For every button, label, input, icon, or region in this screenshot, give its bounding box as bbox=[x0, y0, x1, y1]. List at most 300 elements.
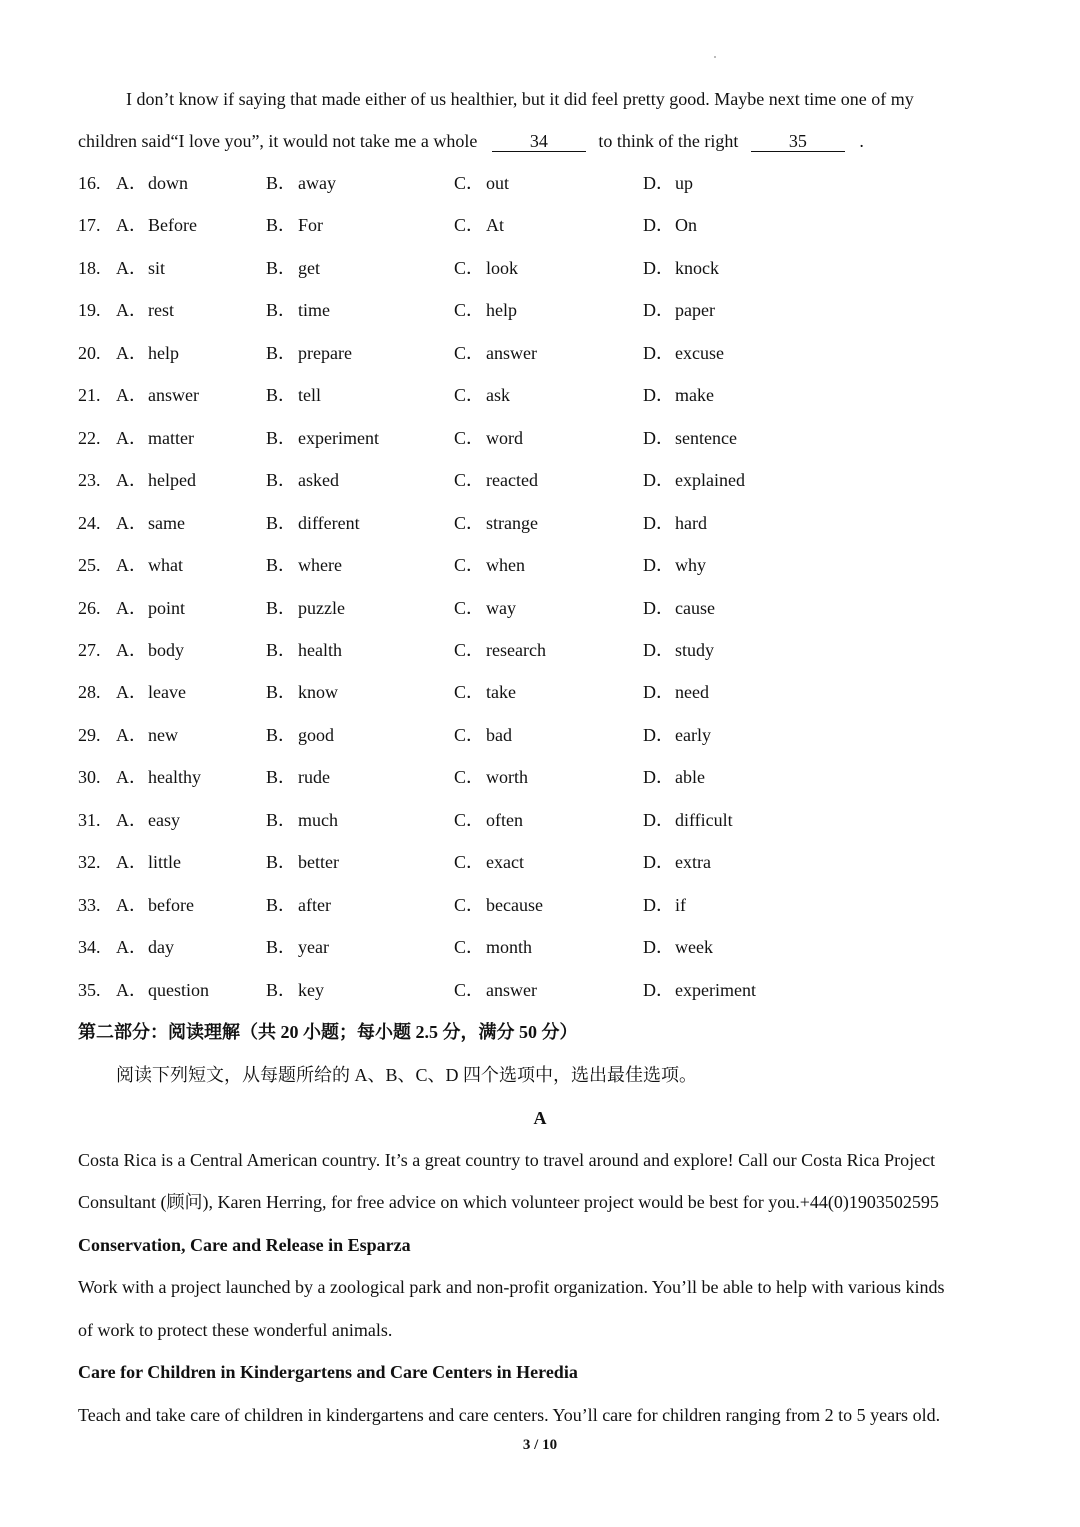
option-b bbox=[266, 935, 329, 959]
question-number: 20. bbox=[78, 342, 101, 363]
option-label: A． bbox=[116, 215, 147, 236]
question-row bbox=[78, 213, 978, 237]
option-c bbox=[454, 935, 532, 959]
passage-p1-line2: Consultant (顾问), Karen Herring, for free advice on which volunteer project would be best for you.+44(0)1903502595 bbox=[78, 1192, 939, 1212]
option-a bbox=[116, 383, 199, 407]
option-a bbox=[116, 298, 174, 322]
option-label: D． bbox=[643, 809, 674, 830]
option-label: B． bbox=[266, 767, 297, 788]
option-d bbox=[643, 808, 733, 832]
option-text: For bbox=[298, 215, 324, 236]
question-number: 16. bbox=[78, 173, 101, 193]
option-text: new bbox=[148, 724, 178, 745]
question-row bbox=[78, 596, 978, 620]
option-a bbox=[116, 171, 188, 195]
option-a bbox=[116, 893, 194, 917]
option-c bbox=[454, 765, 528, 789]
option-label: B． bbox=[266, 894, 297, 915]
option-label: B． bbox=[266, 215, 297, 236]
option-a bbox=[116, 765, 201, 789]
question-number: 27. bbox=[78, 639, 101, 660]
part-two-instruction: 阅读下列短文，从每题所给的 A、B、C、D 四个选项中，选出最佳选项。 bbox=[116, 1065, 698, 1085]
option-text: sentence bbox=[675, 427, 737, 448]
blank-35: 35 bbox=[751, 131, 845, 152]
option-label: D． bbox=[643, 767, 674, 788]
option-c bbox=[454, 256, 518, 280]
option-text: leave bbox=[148, 682, 186, 703]
option-a bbox=[116, 426, 194, 450]
option-d bbox=[643, 298, 715, 322]
option-d bbox=[643, 723, 711, 747]
intro-text-2-end: . bbox=[859, 131, 864, 151]
option-text: bad bbox=[486, 724, 512, 745]
option-text: study bbox=[675, 639, 715, 660]
option-d bbox=[643, 978, 756, 1002]
intro-line-2 bbox=[78, 129, 1004, 153]
option-b bbox=[266, 511, 360, 535]
option-label: D． bbox=[643, 852, 674, 873]
option-label: D． bbox=[643, 639, 674, 660]
option-c bbox=[454, 171, 509, 195]
question-row bbox=[78, 765, 978, 789]
option-a bbox=[116, 935, 174, 959]
passage-heading-2: Care for Children in Kindergartens and Care Centers in Heredia bbox=[78, 1362, 578, 1382]
question-number: 21. bbox=[78, 385, 101, 406]
option-c bbox=[454, 341, 537, 365]
option-label: C． bbox=[454, 512, 485, 533]
option-c bbox=[454, 978, 537, 1002]
option-d bbox=[643, 553, 706, 577]
option-text: experiment bbox=[298, 427, 379, 448]
option-text: same bbox=[148, 512, 185, 533]
question-number: 32. bbox=[78, 852, 101, 873]
option-c bbox=[454, 638, 546, 662]
option-label: C． bbox=[454, 342, 485, 363]
option-label: C． bbox=[454, 173, 485, 193]
option-text: easy bbox=[148, 809, 180, 830]
option-text: exact bbox=[486, 852, 524, 873]
option-b bbox=[266, 765, 330, 789]
option-d bbox=[643, 426, 737, 450]
option-text: often bbox=[486, 809, 523, 830]
option-text: word bbox=[486, 427, 523, 448]
option-b bbox=[266, 256, 320, 280]
option-text: ask bbox=[486, 385, 510, 406]
option-text: asked bbox=[298, 470, 339, 491]
option-text: take bbox=[486, 682, 516, 703]
passage-p1-line1: Costa Rica is a Central American country. It’s a great country to travel around and explore! Call our Costa Rica Project bbox=[78, 1150, 936, 1170]
question-row bbox=[78, 638, 978, 662]
question-number: 28. bbox=[78, 682, 101, 703]
question-number: 35. bbox=[78, 979, 101, 1000]
option-b bbox=[266, 468, 339, 492]
option-label: B． bbox=[266, 555, 297, 576]
option-label: B． bbox=[266, 639, 297, 660]
option-d bbox=[643, 256, 719, 280]
option-label: A． bbox=[116, 300, 147, 321]
option-label: A． bbox=[116, 852, 147, 873]
question-row bbox=[78, 171, 978, 195]
option-label: D． bbox=[643, 300, 674, 321]
blank-34: 34 bbox=[492, 131, 586, 152]
question-number: 33. bbox=[78, 894, 101, 915]
option-text: matter bbox=[148, 427, 194, 448]
part-two-heading: 第二部分：阅读理解（共 20 小题；每小题 2.5 分，满分 50 分） bbox=[78, 1022, 578, 1042]
page-number: 3 / 10 bbox=[522, 1437, 558, 1453]
question-row bbox=[78, 341, 978, 365]
option-text: help bbox=[486, 300, 517, 321]
option-label: B． bbox=[266, 300, 297, 321]
question-number: 30. bbox=[78, 767, 101, 788]
option-c bbox=[454, 213, 504, 237]
option-c bbox=[454, 596, 516, 620]
option-d bbox=[643, 893, 686, 917]
option-b bbox=[266, 978, 324, 1002]
option-text: rest bbox=[148, 300, 174, 321]
passage-p3-line1: Teach and take care of children in kindergartens and care centers. You’ll care for children ranging from 2 to 5 years old. bbox=[78, 1405, 941, 1425]
option-text: worth bbox=[486, 767, 528, 788]
question-row bbox=[78, 680, 978, 704]
option-d bbox=[643, 511, 707, 535]
option-text: after bbox=[298, 894, 331, 915]
option-label: B． bbox=[266, 257, 297, 278]
option-d bbox=[643, 596, 715, 620]
option-label: D． bbox=[643, 555, 674, 576]
option-label: D． bbox=[643, 470, 674, 491]
option-c bbox=[454, 893, 543, 917]
option-label: C． bbox=[454, 639, 485, 660]
option-b bbox=[266, 171, 336, 195]
option-label: B． bbox=[266, 682, 297, 703]
option-text: rude bbox=[298, 767, 330, 788]
option-label: C． bbox=[454, 852, 485, 873]
option-label: B． bbox=[266, 809, 297, 830]
question-row bbox=[78, 893, 978, 917]
option-label: C． bbox=[454, 597, 485, 618]
option-text: early bbox=[675, 724, 711, 745]
option-text: excuse bbox=[675, 342, 724, 363]
option-label: A． bbox=[116, 979, 147, 1000]
option-text: way bbox=[486, 597, 516, 618]
option-d bbox=[643, 213, 697, 237]
option-text: answer bbox=[486, 979, 537, 1000]
option-text: different bbox=[298, 512, 360, 533]
option-label: A． bbox=[116, 682, 147, 703]
option-a bbox=[116, 256, 165, 280]
option-label: A． bbox=[116, 257, 147, 278]
option-label: A． bbox=[116, 555, 147, 576]
option-b bbox=[266, 850, 339, 874]
question-number: 24. bbox=[78, 512, 101, 533]
question-number: 34. bbox=[78, 937, 101, 958]
option-label: B． bbox=[266, 385, 297, 406]
option-label: C． bbox=[454, 937, 485, 958]
option-a bbox=[116, 723, 178, 747]
option-label: D． bbox=[643, 937, 674, 958]
option-text: answer bbox=[148, 385, 199, 406]
option-label: B． bbox=[266, 427, 297, 448]
option-label: C． bbox=[454, 300, 485, 321]
option-text: paper bbox=[675, 300, 715, 321]
option-label: A． bbox=[116, 427, 147, 448]
option-label: D． bbox=[643, 597, 674, 618]
option-label: D． bbox=[643, 512, 674, 533]
option-d bbox=[643, 680, 709, 704]
option-a bbox=[116, 978, 209, 1002]
scan-speck bbox=[714, 56, 716, 58]
option-c bbox=[454, 511, 538, 535]
option-text: good bbox=[298, 724, 334, 745]
option-text: need bbox=[675, 682, 709, 703]
option-text: month bbox=[486, 937, 533, 958]
question-row bbox=[78, 978, 978, 1002]
option-text: helped bbox=[148, 470, 196, 491]
option-text: out bbox=[486, 173, 510, 193]
option-text: if bbox=[675, 894, 686, 915]
option-label: C． bbox=[454, 470, 485, 491]
option-c bbox=[454, 850, 524, 874]
option-b bbox=[266, 680, 338, 704]
option-text: At bbox=[486, 215, 504, 236]
option-c bbox=[454, 680, 516, 704]
option-text: make bbox=[675, 385, 714, 406]
option-a bbox=[116, 596, 185, 620]
option-label: A． bbox=[116, 639, 147, 660]
option-label: A． bbox=[116, 937, 147, 958]
question-row bbox=[78, 298, 978, 322]
option-label: A． bbox=[116, 894, 147, 915]
option-b bbox=[266, 638, 342, 662]
option-text: strange bbox=[486, 512, 538, 533]
passage-label: A bbox=[533, 1108, 547, 1128]
option-c bbox=[454, 298, 517, 322]
option-label: A． bbox=[116, 470, 147, 491]
option-text: extra bbox=[675, 852, 711, 873]
option-label: D． bbox=[643, 257, 674, 278]
option-text: week bbox=[675, 937, 713, 958]
option-label: C． bbox=[454, 385, 485, 406]
option-label: B． bbox=[266, 979, 297, 1000]
option-label: C． bbox=[454, 682, 485, 703]
option-text: body bbox=[148, 639, 184, 660]
option-label: D． bbox=[643, 682, 674, 703]
question-number: 22. bbox=[78, 427, 101, 448]
option-label: B． bbox=[266, 342, 297, 363]
option-label: B． bbox=[266, 512, 297, 533]
option-text: away bbox=[298, 173, 336, 193]
option-label: B． bbox=[266, 852, 297, 873]
option-text: know bbox=[298, 682, 338, 703]
option-d bbox=[643, 468, 745, 492]
question-row bbox=[78, 808, 978, 832]
option-text: experiment bbox=[675, 979, 756, 1000]
option-b bbox=[266, 596, 345, 620]
option-d bbox=[643, 850, 711, 874]
intro-text-1: I don’t know if saying that made either of us healthier, but it did feel pretty good. Maybe next time one of my bbox=[126, 89, 914, 109]
option-text: when bbox=[486, 555, 525, 576]
question-row bbox=[78, 723, 978, 747]
question-number: 19. bbox=[78, 300, 101, 321]
option-label: A． bbox=[116, 767, 147, 788]
option-a bbox=[116, 638, 184, 662]
question-number: 25. bbox=[78, 555, 101, 576]
option-a bbox=[116, 808, 180, 832]
option-d bbox=[643, 383, 714, 407]
option-text: Before bbox=[148, 215, 197, 236]
option-text: research bbox=[486, 639, 546, 660]
option-label: B． bbox=[266, 724, 297, 745]
passage-p2-line2: of work to protect these wonderful animals. bbox=[78, 1320, 393, 1340]
option-label: C． bbox=[454, 215, 485, 236]
option-text: tell bbox=[298, 385, 321, 406]
option-label: C． bbox=[454, 555, 485, 576]
option-c bbox=[454, 808, 523, 832]
option-label: C． bbox=[454, 724, 485, 745]
option-text: little bbox=[148, 852, 181, 873]
option-text: knock bbox=[675, 257, 719, 278]
question-number: 29. bbox=[78, 724, 101, 745]
option-label: D． bbox=[643, 427, 674, 448]
option-b bbox=[266, 553, 342, 577]
option-text: help bbox=[148, 342, 179, 363]
option-label: A． bbox=[116, 809, 147, 830]
question-row bbox=[78, 935, 978, 959]
option-a bbox=[116, 553, 183, 577]
option-text: time bbox=[298, 300, 330, 321]
question-row bbox=[78, 383, 978, 407]
question-number: 23. bbox=[78, 470, 101, 491]
option-label: A． bbox=[116, 385, 147, 406]
intro-text-2-mid: to think of the right bbox=[598, 131, 739, 151]
option-text: down bbox=[148, 173, 188, 193]
option-text: day bbox=[148, 937, 174, 958]
option-d bbox=[643, 935, 713, 959]
option-text: look bbox=[486, 257, 519, 278]
option-label: D． bbox=[643, 385, 674, 406]
option-text: puzzle bbox=[298, 597, 345, 618]
option-label: D． bbox=[643, 215, 674, 236]
intro-line-1 bbox=[126, 87, 1004, 111]
option-label: D． bbox=[643, 724, 674, 745]
option-label: C． bbox=[454, 257, 485, 278]
question-row bbox=[78, 256, 978, 280]
question-number: 26. bbox=[78, 597, 101, 618]
option-text: key bbox=[298, 979, 324, 1000]
option-a bbox=[116, 680, 186, 704]
option-a bbox=[116, 213, 197, 237]
option-text: able bbox=[675, 767, 705, 788]
option-text: answer bbox=[486, 342, 537, 363]
option-text: get bbox=[298, 257, 320, 278]
option-label: D． bbox=[643, 173, 674, 193]
option-d bbox=[643, 765, 705, 789]
option-text: year bbox=[298, 937, 329, 958]
option-label: A． bbox=[116, 342, 147, 363]
option-label: C． bbox=[454, 767, 485, 788]
option-c bbox=[454, 553, 525, 577]
option-text: question bbox=[148, 979, 209, 1000]
option-d bbox=[643, 171, 693, 195]
option-text: much bbox=[298, 809, 338, 830]
option-b bbox=[266, 808, 338, 832]
question-number: 18. bbox=[78, 257, 101, 278]
option-text: reacted bbox=[486, 470, 538, 491]
option-b bbox=[266, 298, 330, 322]
question-row bbox=[78, 468, 978, 492]
option-text: what bbox=[148, 555, 183, 576]
option-label: A． bbox=[116, 597, 147, 618]
option-b bbox=[266, 383, 321, 407]
option-text: before bbox=[148, 894, 194, 915]
option-text: health bbox=[298, 639, 342, 660]
option-label: A． bbox=[116, 173, 147, 193]
question-row bbox=[78, 850, 978, 874]
option-a bbox=[116, 850, 181, 874]
option-c bbox=[454, 468, 538, 492]
option-a bbox=[116, 341, 179, 365]
option-text: hard bbox=[675, 512, 707, 533]
question-row bbox=[78, 426, 978, 450]
question-row bbox=[78, 553, 978, 577]
option-c bbox=[454, 383, 510, 407]
option-label: D． bbox=[643, 979, 674, 1000]
option-text: better bbox=[298, 852, 339, 873]
option-label: A． bbox=[116, 512, 147, 533]
option-text: prepare bbox=[298, 342, 352, 363]
option-text: cause bbox=[675, 597, 715, 618]
option-b bbox=[266, 893, 331, 917]
option-text: sit bbox=[148, 257, 166, 278]
option-b bbox=[266, 213, 323, 237]
option-a bbox=[116, 511, 185, 535]
option-b bbox=[266, 426, 379, 450]
option-label: B． bbox=[266, 597, 297, 618]
option-a bbox=[116, 468, 196, 492]
option-label: D． bbox=[643, 894, 674, 915]
option-label: C． bbox=[454, 427, 485, 448]
option-text: explained bbox=[675, 470, 745, 491]
option-text: On bbox=[675, 215, 697, 236]
intro-text-2-pre: children said“I love you”, it would not take me a whole bbox=[78, 131, 478, 151]
option-d bbox=[643, 638, 714, 662]
question-number: 31. bbox=[78, 809, 101, 830]
option-label: C． bbox=[454, 894, 485, 915]
option-label: B． bbox=[266, 470, 297, 491]
option-text: healthy bbox=[148, 767, 201, 788]
option-b bbox=[266, 341, 352, 365]
option-d bbox=[643, 341, 724, 365]
option-text: difficult bbox=[675, 809, 733, 830]
option-c bbox=[454, 426, 523, 450]
option-label: C． bbox=[454, 979, 485, 1000]
option-label: B． bbox=[266, 173, 297, 193]
question-row bbox=[78, 511, 978, 535]
option-label: A． bbox=[116, 724, 147, 745]
passage-heading-1: Conservation, Care and Release in Esparza bbox=[78, 1235, 411, 1255]
option-text: because bbox=[486, 894, 543, 915]
option-label: D． bbox=[643, 342, 674, 363]
option-text: point bbox=[148, 597, 186, 618]
option-c bbox=[454, 723, 512, 747]
option-text: where bbox=[298, 555, 342, 576]
question-number: 17. bbox=[78, 215, 101, 236]
passage-p2-line1: Work with a project launched by a zoological park and non-profit organization. You’ll be able to help with various kinds bbox=[78, 1277, 945, 1297]
option-label: B． bbox=[266, 937, 297, 958]
option-b bbox=[266, 723, 334, 747]
option-text: why bbox=[675, 555, 706, 576]
option-text: up bbox=[675, 173, 693, 193]
option-label: C． bbox=[454, 809, 485, 830]
